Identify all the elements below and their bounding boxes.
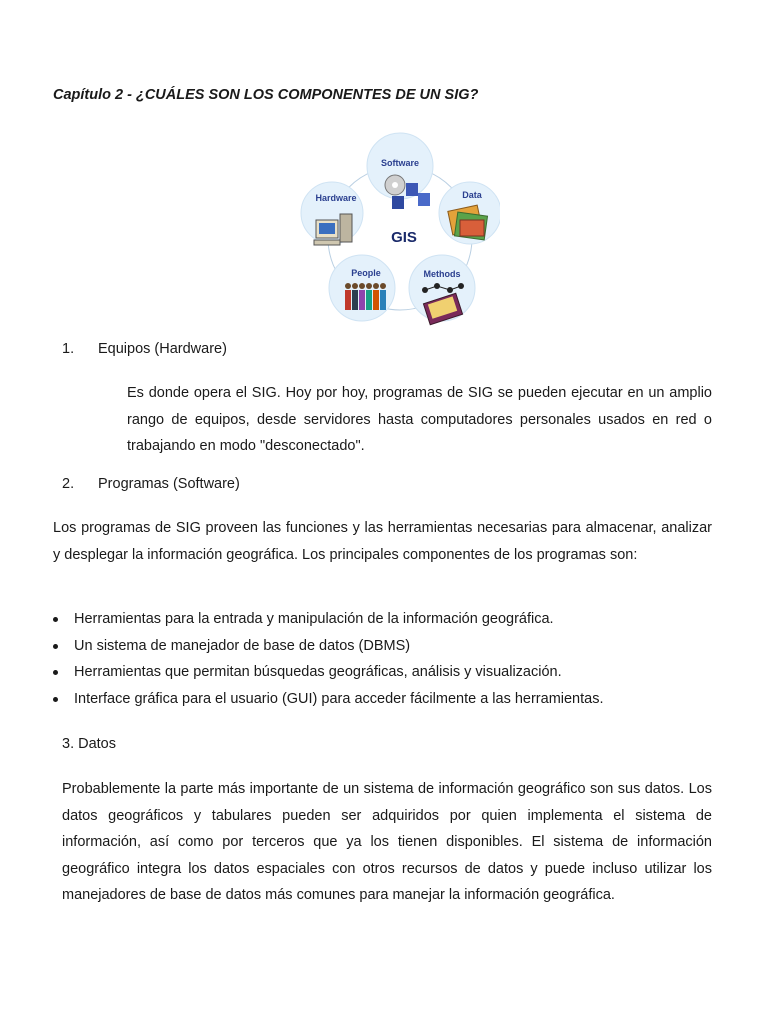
- bullet-icon: [53, 697, 58, 702]
- node-hardware: [301, 182, 363, 245]
- node-software: [367, 133, 433, 209]
- hardware-paragraph: Es donde opera el SIG. Hoy por hoy, programas de SIG se pueden ejecutar en un amplio rango de equipos, desde servidores hasta computadores personales usados en red o trabajando en modo "desconectado".: [127, 385, 712, 454]
- node-label-software: Software: [380, 158, 420, 168]
- node-label-hardware: Hardware: [315, 193, 357, 203]
- item-label: Equipos (Hardware): [98, 341, 227, 357]
- bullet-icon: [53, 644, 58, 649]
- floppy-icon: [406, 183, 418, 196]
- item-label: Programas (Software): [98, 476, 240, 492]
- node-label-methods: Methods: [423, 269, 461, 279]
- node-data: [439, 182, 500, 244]
- list-item: Interface gráfica para el usuario (GUI) para acceder fácilmente a las herramientas.: [53, 686, 713, 713]
- software-components-list: [53, 606, 713, 712]
- chapter-title: Capítulo 2 - ¿CUÁLES SON LOS COMPONENTES DE UN SIG?: [53, 87, 479, 103]
- node-label-people: People: [351, 268, 381, 278]
- software-paragraph: Los programas de SIG proveen las funciones y las herramientas necesarias para almacenar, analizar y desplegar la información geográfica. Los principales componentes de los programas son:: [53, 520, 712, 563]
- item-number: 1.: [62, 341, 75, 357]
- list-item: Herramientas para la entrada y manipulación de la información geográfica.: [53, 606, 713, 633]
- item-number: 2.: [62, 476, 75, 492]
- node-methods: [409, 255, 475, 325]
- node-label-data: Data: [462, 190, 482, 200]
- gis-components-diagram: [300, 128, 500, 333]
- node-people: [329, 255, 395, 321]
- bullet-icon: [53, 670, 58, 675]
- bullet-icon: [53, 617, 58, 622]
- datos-paragraph: Probablemente la parte más importante de un sistema de información geográfico son sus datos. Los datos geográficos y tabulares pueden ser adquiridos por quien implementa el sistema de información, así como por terceros que ya los tienen disponibles. El sistema de información geográfico integra los datos espaciales con otros recursos de datos y puede incluso utilizar los manejadores de base de datos más comunes para manejar la información geográfica.: [62, 781, 712, 903]
- datos-heading: 3. Datos: [62, 736, 116, 752]
- list-item: Herramientas que permitan búsquedas geográficas, análisis y visualización.: [53, 659, 713, 686]
- list-item: Un sistema de manejador de base de datos (DBMS): [53, 633, 713, 660]
- diagram-center-label: GIS: [391, 229, 417, 246]
